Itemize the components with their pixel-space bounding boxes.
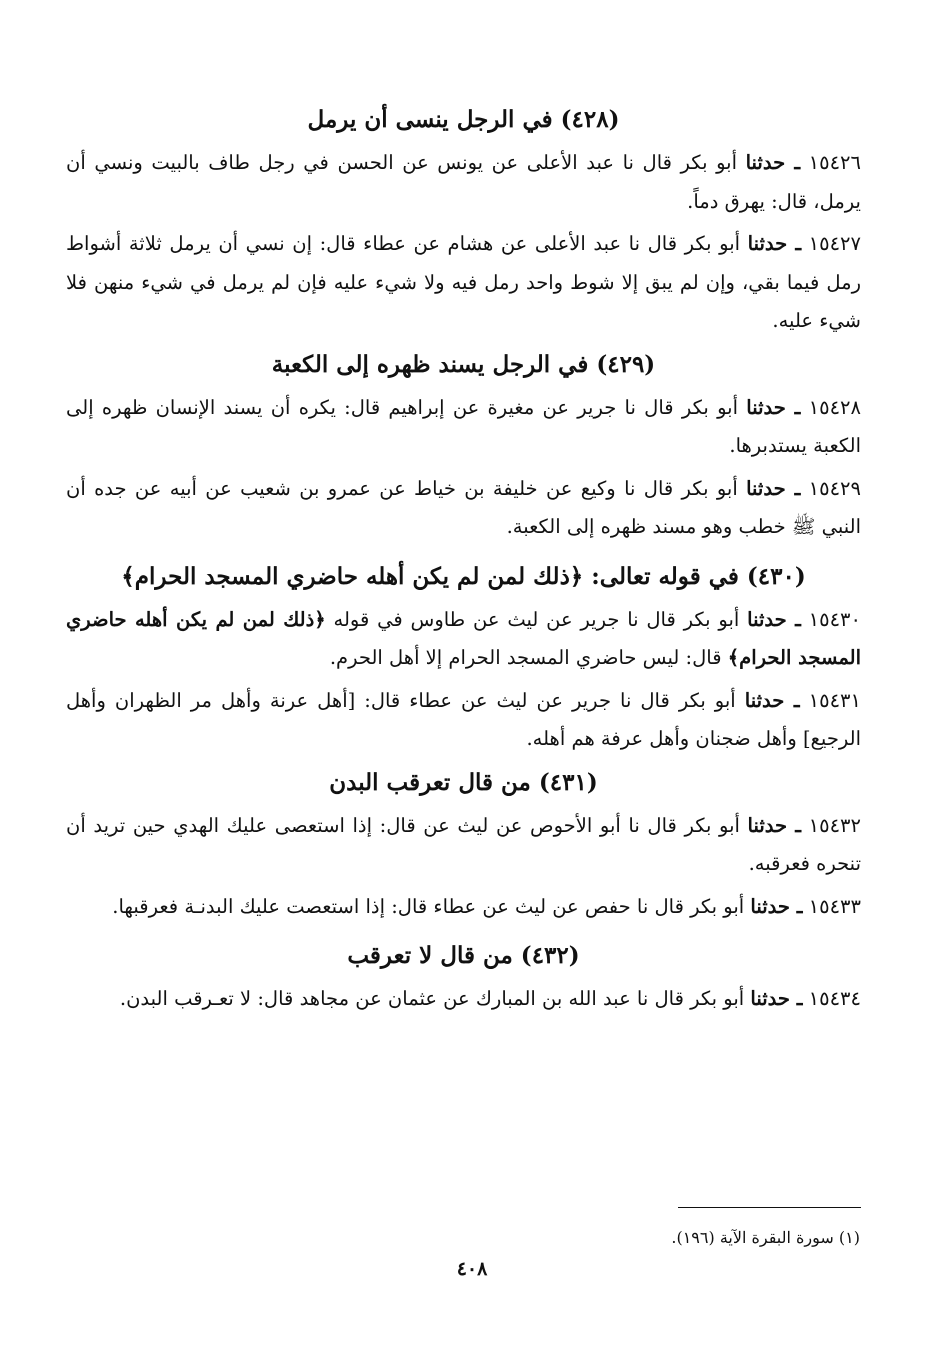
entry-number: ١٥٤٢٨ xyxy=(808,395,861,419)
entry-number: ١٥٤٣٢ xyxy=(808,813,862,837)
entry-number: ١٥٤٣٣ xyxy=(808,894,861,918)
hadith-entry xyxy=(66,888,861,927)
entry-text: أبو بكر قال نا عبد الأعلى عن يونس عن الحسن في رجل طاف بالبيت ونسي أن يرمل، قال: يهرق دماً. xyxy=(66,151,861,213)
entry-lead: ـ حدثنا xyxy=(750,987,803,1010)
hadith-entry xyxy=(66,601,861,678)
hadith-entry xyxy=(66,389,861,466)
entry-lead: ـ حدثنا xyxy=(746,476,801,500)
entry-lead: ـ حدثنا xyxy=(744,688,800,712)
section-heading: (٤٣٢) من قال لا تعرقب xyxy=(347,942,580,969)
quran-quote: ﴿ذلك لمن لم يكن أهله حاضري المسجد الحرام﴾ xyxy=(66,607,861,669)
entry-number: ١٥٤٢٧ xyxy=(808,232,861,255)
entry-lead: ـ حدثنا xyxy=(747,232,802,255)
entry-text: أبو بكر قال نا جرير عن ليث عن عطاء قال: [أهل عرنة وأهل مر الظهران وأهل الرجيع] وأهل ضجنان وأهل عرفة هم أهله. xyxy=(66,688,861,750)
entry-text: أبو بكر قال نا حفص عن ليث عن عطاء قال: إذا استعصت عليك البدنـة فعرقبها. xyxy=(112,894,751,918)
hadith-entry xyxy=(66,980,861,1019)
hadith-entry xyxy=(66,682,861,759)
footnote: (١) سورة البقرة الآية (١٩٦). xyxy=(671,1228,860,1247)
entry-text-after: قال: ليس حاضري المسجد الحرام إلا أهل الحرم. xyxy=(329,646,728,669)
entry-lead: ـ حدثنا xyxy=(747,607,801,631)
entry-lead: ـ حدثنا xyxy=(747,813,802,837)
page-body xyxy=(66,100,861,1023)
section-heading: (٤٣٠) في قوله تعالى: ﴿ذلك لمن لم يكن أهله حاضري المسجد الحرام﴾ xyxy=(121,562,806,590)
hadith-entry xyxy=(66,470,861,547)
hadith-entry xyxy=(66,225,861,341)
entry-text: أبو بكر قال نا أبو الأحوص عن ليث عن قال: إذا استعصى عليك الهدي حين تريد أن تنحره فعرقبه. xyxy=(66,813,861,875)
hadith-entry xyxy=(66,807,861,884)
entry-lead: ـ حدثنا xyxy=(746,395,801,419)
entry-number: ١٥٤٣٤ xyxy=(808,987,861,1010)
entry-text: أبو بكر قال نا عبد الله بن المبارك عن عثمان عن مجاهد قال: لا تعـرقب البدن. xyxy=(119,987,751,1010)
page-number: ٤٠٨ xyxy=(456,1258,488,1280)
entry-text: أبو بكر قال نا جرير عن ليث عن طاوس في قوله xyxy=(325,607,748,631)
section-heading: (٤٣١) من قال تعرقب البدن xyxy=(329,768,598,796)
entry-text: أبو بكر قال نا جرير عن مغيرة عن إبراهيم قال: يكره أن يسند الإنسان ظهره إلى الكعبة يستدبرها. xyxy=(66,395,861,457)
entry-number: ١٥٤٣٠ xyxy=(808,607,862,631)
entry-number: ١٥٤٢٩ xyxy=(808,476,861,500)
entry-text: أبو بكر قال نا وكيع عن خليفة بن خياط عن عمرو بن شعيب عن أبيه عن جده أن النبي ﷺ خطب وهو مسند ظهره إلى الكعبة. xyxy=(66,476,861,538)
entry-lead: ـ حدثنا xyxy=(745,151,801,174)
section-heading: (٤٢٨) في الرجل ينسى أن يرمل xyxy=(307,106,620,133)
hadith-entry xyxy=(66,144,861,221)
entry-number: ١٥٤٢٦ xyxy=(808,151,861,174)
entry-lead: ـ حدثنا xyxy=(750,894,803,918)
footnote-divider xyxy=(678,1207,861,1208)
entry-text: أبو بكر قال نا عبد الأعلى عن هشام عن عطاء قال: إن نسي أن يرمل ثلاثة أشواط رمل فيما بقي، وإن لم يبق إلا شوط واحد رمل فيه ولا شيء عليه فإن لم يرمل في شيء منهن فلا شيء عليه. xyxy=(66,232,861,332)
section-heading: (٤٢٩) في الرجل يسند ظهره إلى الكعبة xyxy=(271,350,656,378)
entry-number: ١٥٤٣١ xyxy=(808,688,862,712)
